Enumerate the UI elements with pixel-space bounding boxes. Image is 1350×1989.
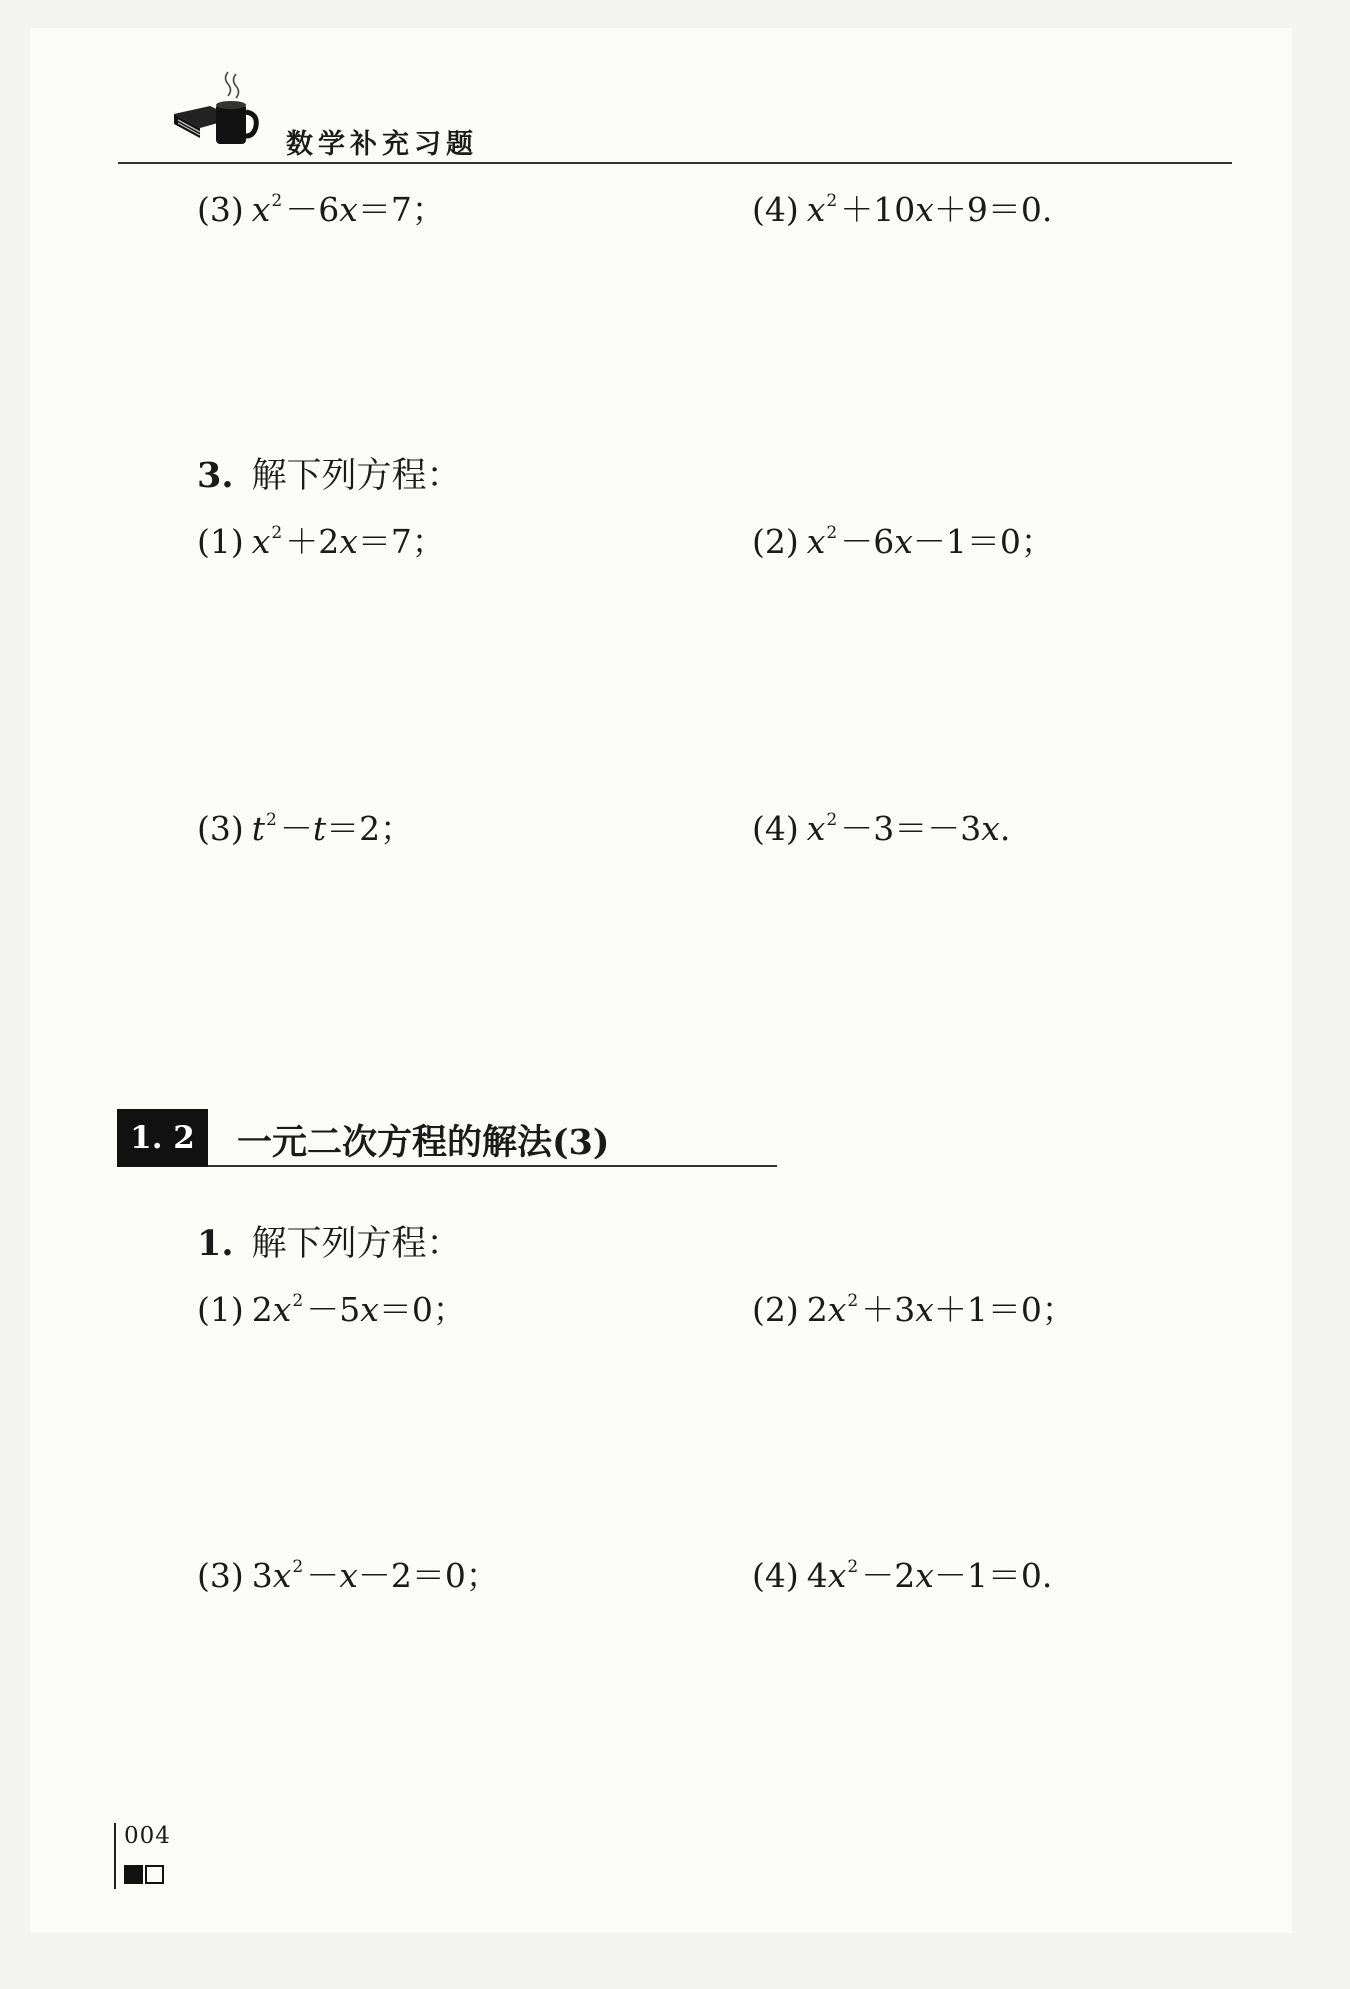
page-footer bbox=[114, 1823, 194, 1893]
header-rule bbox=[118, 162, 1232, 164]
problem-row bbox=[197, 803, 1197, 853]
textbook-page bbox=[30, 28, 1292, 1933]
question-heading: 1. 解下列方程： bbox=[197, 1223, 462, 1264]
book-title: 数学补充习题 bbox=[286, 129, 478, 160]
footer-bar bbox=[114, 1823, 116, 1889]
section-heading bbox=[117, 1109, 777, 1169]
section-rule bbox=[208, 1165, 777, 1167]
empty-square-icon bbox=[145, 1865, 164, 1884]
question-heading: 3. 解下列方程： bbox=[197, 455, 462, 496]
problem-row bbox=[197, 184, 1197, 234]
problem-1: (1) $2x^2-5x=0$； bbox=[197, 1290, 466, 1329]
filled-square-icon bbox=[124, 1865, 143, 1884]
section-title: 一元二次方程的解法(3) bbox=[237, 1122, 610, 1163]
problem-4: (4) $x^2+10x+9=0$. bbox=[752, 190, 1053, 229]
problem-1: (1) $x^2+2x=7$； bbox=[197, 522, 445, 561]
problem-3: (3) $t^2-t=2$； bbox=[197, 809, 414, 848]
page-header bbox=[118, 68, 1232, 164]
problem-4: (4) $x^2-3=-3x$. bbox=[752, 809, 1011, 848]
problem-row bbox=[197, 1284, 1197, 1334]
book-and-coffee-cup-icon bbox=[170, 68, 260, 156]
problem-3: (3) $3x^2-x-2=0$； bbox=[197, 1556, 499, 1595]
page-number: 004 bbox=[124, 1823, 171, 1849]
problem-2: (2) $2x^2+3x+1=0$； bbox=[752, 1290, 1075, 1329]
problem-4: (4) $4x^2-2x-1=0$. bbox=[752, 1556, 1053, 1595]
problem-3: (3) $x^2-6x=7$； bbox=[197, 190, 445, 229]
problem-2: (2) $x^2-6x-1=0$； bbox=[752, 522, 1054, 561]
problem-row bbox=[197, 516, 1197, 566]
section-number: 1. 2 bbox=[117, 1109, 208, 1167]
problem-row bbox=[197, 1550, 1197, 1600]
